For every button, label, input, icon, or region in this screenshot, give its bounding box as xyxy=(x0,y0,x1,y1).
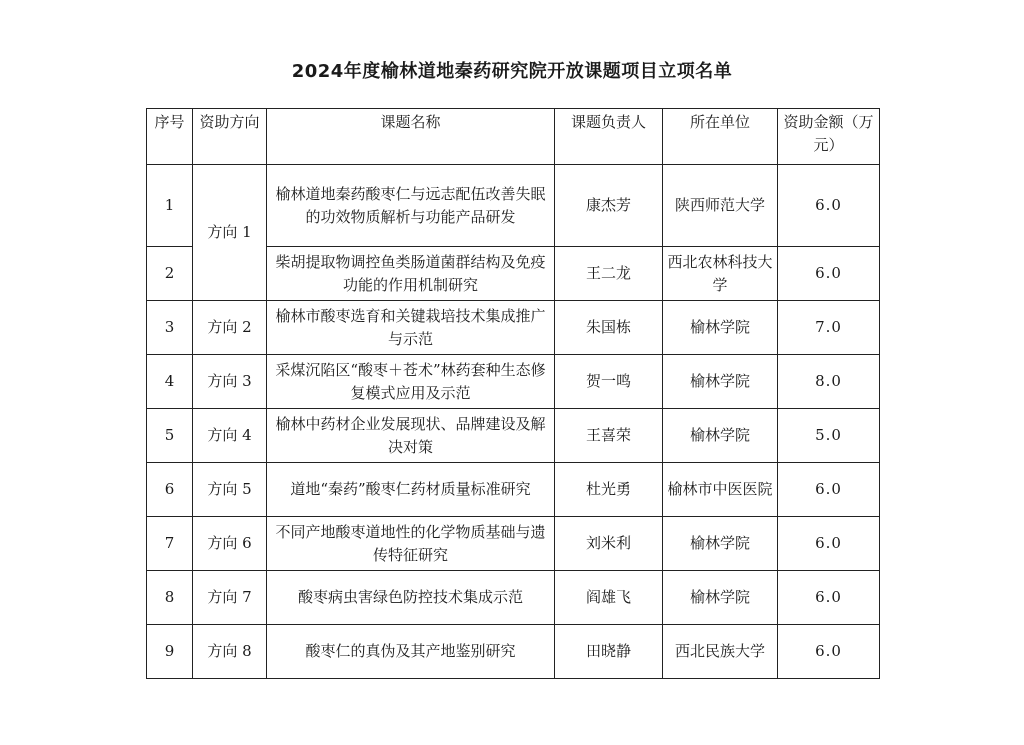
row-topic: 酸枣仁的真伪及其产地鉴别研究 xyxy=(267,625,555,679)
row-seq: 4 xyxy=(147,355,193,409)
row-leader: 王二龙 xyxy=(555,247,663,301)
row-amount: 6.0 xyxy=(778,517,880,571)
row-leader: 杜光勇 xyxy=(555,463,663,517)
header-direction: 资助方向 xyxy=(193,109,267,165)
table-row xyxy=(147,355,880,409)
row-seq: 2 xyxy=(147,247,193,301)
row-unit: 西北民族大学 xyxy=(663,625,778,679)
table-row xyxy=(147,463,880,517)
project-table xyxy=(146,108,880,679)
row-unit: 榆林学院 xyxy=(663,355,778,409)
row-direction: 方向 4 xyxy=(193,409,267,463)
table-row xyxy=(147,301,880,355)
row-leader: 王喜荣 xyxy=(555,409,663,463)
table-row xyxy=(147,571,880,625)
table-row xyxy=(147,625,880,679)
row-leader: 康杰芳 xyxy=(555,165,663,247)
row-amount: 7.0 xyxy=(778,301,880,355)
row-amount: 6.0 xyxy=(778,463,880,517)
row-seq: 8 xyxy=(147,571,193,625)
row-unit: 陕西师范大学 xyxy=(663,165,778,247)
row-unit: 榆林学院 xyxy=(663,517,778,571)
row-direction: 方向 7 xyxy=(193,571,267,625)
row-direction: 方向 1 xyxy=(193,165,267,301)
row-topic: 柴胡提取物调控鱼类肠道菌群结构及免疫功能的作用机制研究 xyxy=(267,247,555,301)
row-unit: 榆林市中医医院 xyxy=(663,463,778,517)
row-seq: 7 xyxy=(147,517,193,571)
row-leader: 阎雄飞 xyxy=(555,571,663,625)
table-row xyxy=(147,409,880,463)
page-title: 2024年度榆林道地秦药研究院开放课题项目立项名单 xyxy=(291,61,733,82)
row-amount: 5.0 xyxy=(778,409,880,463)
row-topic: 榆林道地秦药酸枣仁与远志配伍改善失眠的功效物质解析与功能产品研发 xyxy=(267,165,555,247)
row-direction: 方向 5 xyxy=(193,463,267,517)
header-unit: 所在单位 xyxy=(663,109,778,165)
row-unit: 西北农林科技大学 xyxy=(663,247,778,301)
row-unit: 榆林学院 xyxy=(663,409,778,463)
row-leader: 田晓静 xyxy=(555,625,663,679)
row-seq: 9 xyxy=(147,625,193,679)
row-direction: 方向 2 xyxy=(193,301,267,355)
row-topic: 道地“秦药”酸枣仁药材质量标准研究 xyxy=(267,463,555,517)
row-leader: 贺一鸣 xyxy=(555,355,663,409)
header-amount: 资助金额（万元） xyxy=(778,109,880,165)
row-topic: 酸枣病虫害绿色防控技术集成示范 xyxy=(267,571,555,625)
row-amount: 6.0 xyxy=(778,165,880,247)
row-amount: 6.0 xyxy=(778,625,880,679)
row-direction: 方向 6 xyxy=(193,517,267,571)
row-seq: 1 xyxy=(147,165,193,247)
row-topic: 榆林中药材企业发展现状、品牌建设及解决对策 xyxy=(267,409,555,463)
row-seq: 3 xyxy=(147,301,193,355)
row-unit: 榆林学院 xyxy=(663,301,778,355)
row-topic: 不同产地酸枣道地性的化学物质基础与遗传特征研究 xyxy=(267,517,555,571)
row-leader: 刘米利 xyxy=(555,517,663,571)
header-seq: 序号 xyxy=(147,109,193,165)
row-amount: 6.0 xyxy=(778,247,880,301)
row-unit: 榆林学院 xyxy=(663,571,778,625)
header-topic: 课题名称 xyxy=(267,109,555,165)
row-leader: 朱国栋 xyxy=(555,301,663,355)
row-seq: 6 xyxy=(147,463,193,517)
row-topic: 榆林市酸枣选育和关键栽培技术集成推广与示范 xyxy=(267,301,555,355)
table-header-row xyxy=(147,109,880,165)
row-amount: 6.0 xyxy=(778,571,880,625)
row-direction: 方向 3 xyxy=(193,355,267,409)
header-leader: 课题负责人 xyxy=(555,109,663,165)
table-row xyxy=(147,517,880,571)
row-topic: 采煤沉陷区“酸枣＋苍术”林药套种生态修复模式应用及示范 xyxy=(267,355,555,409)
row-seq: 5 xyxy=(147,409,193,463)
row-direction: 方向 8 xyxy=(193,625,267,679)
table-row xyxy=(147,165,880,247)
row-amount: 8.0 xyxy=(778,355,880,409)
